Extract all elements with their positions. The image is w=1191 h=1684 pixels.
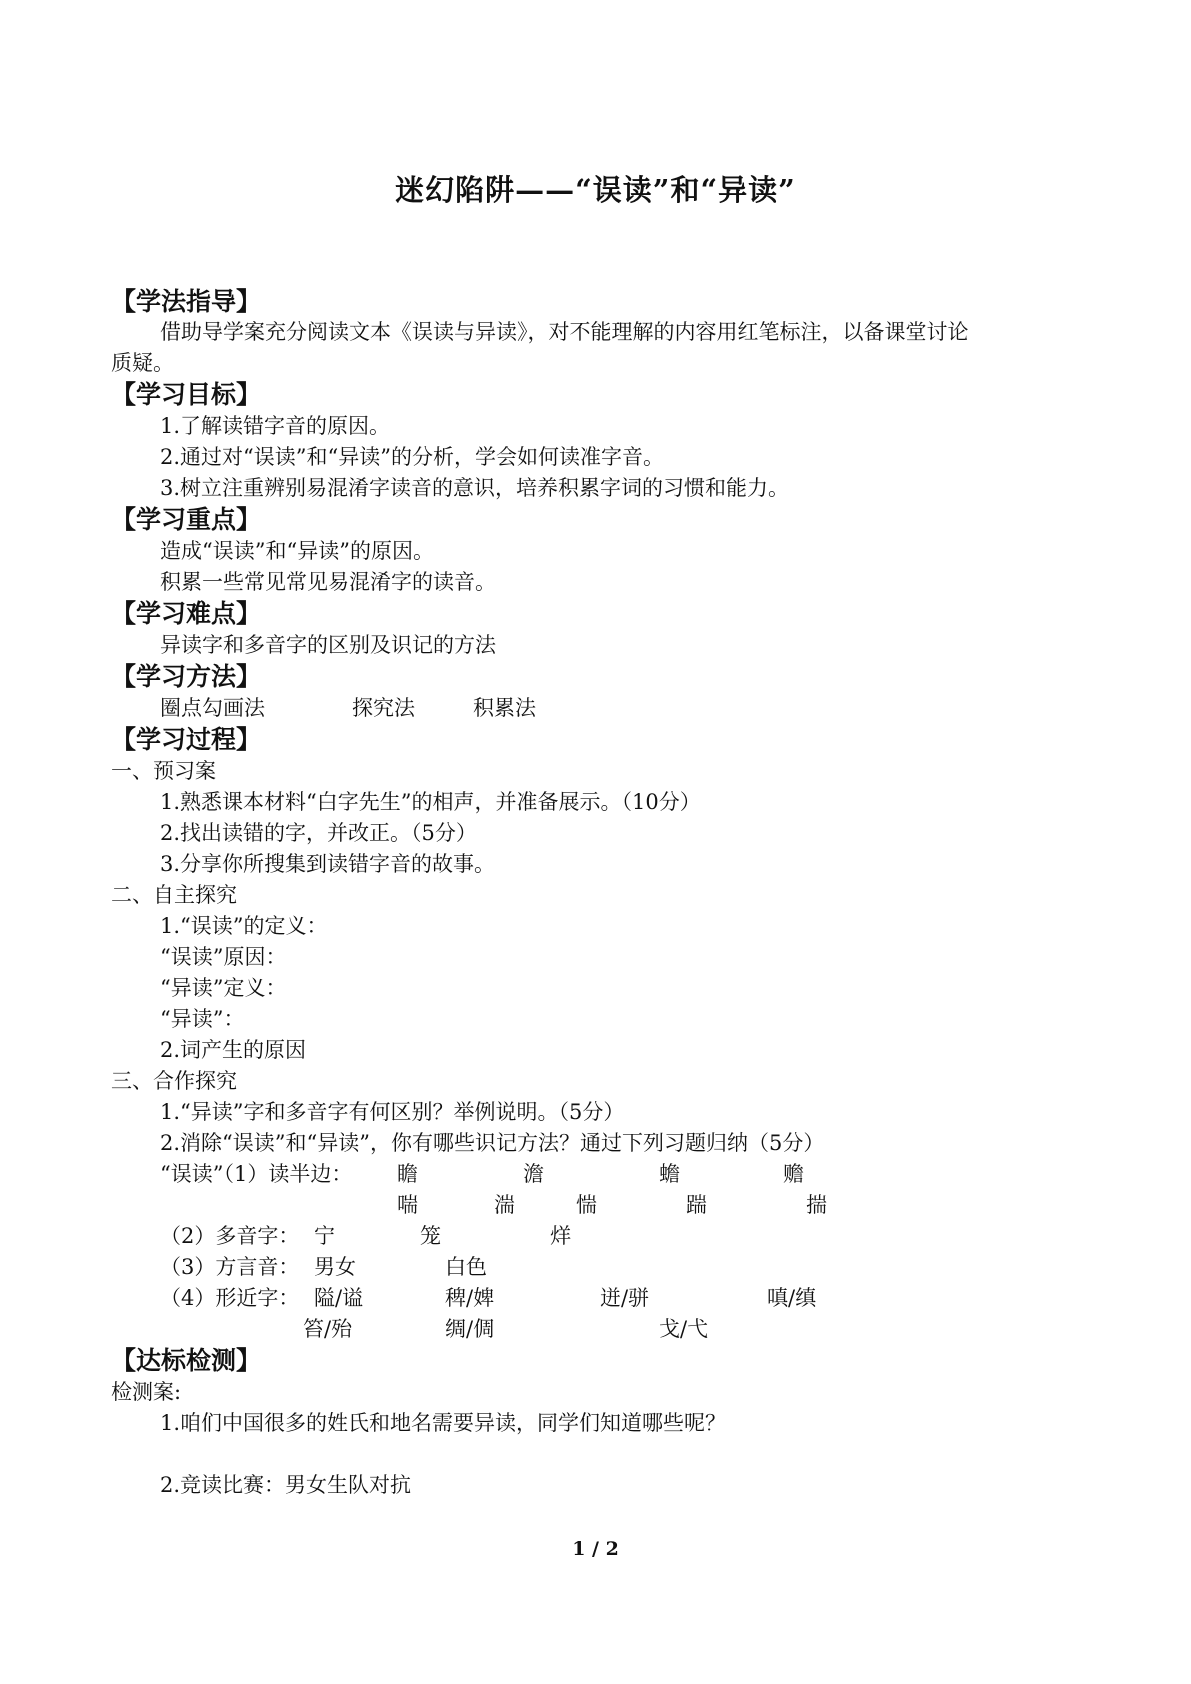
key-point-item: 积累一些常见常见易混淆字的读音。: [160, 570, 496, 594]
goal-item: 2.通过对“误读”和“异读”的分析，学会如何读准字音。: [160, 445, 664, 469]
page-title: 迷幻陷阱——“误读”和“异读”: [395, 173, 796, 207]
polyphone-label: （2）多音字：: [160, 1224, 300, 1248]
self-study-title: 二、自主探究: [111, 883, 237, 907]
heading-key-points: 【学习重点】: [111, 505, 262, 534]
exercise-char: 稗/婢: [445, 1286, 495, 1310]
exercise-char: 瞻: [397, 1162, 418, 1186]
method-item: 积累法: [473, 696, 536, 720]
exercise-char: 男女: [314, 1255, 356, 1279]
self-study-item: 1.“误读”的定义：: [160, 914, 328, 938]
method-item: 探究法: [352, 696, 415, 720]
dialect-label: （3）方言音：: [160, 1255, 300, 1279]
exercise-char: 蟾: [659, 1162, 680, 1186]
exercise-char: 隘/谥: [314, 1286, 364, 1310]
exercise-char: 踹: [686, 1193, 707, 1217]
difficulty-item: 异读字和多音字的区别及识记的方法: [160, 633, 496, 657]
heading-methods: 【学习方法】: [111, 662, 262, 691]
method-guide-text-cont: 质疑。: [111, 351, 174, 375]
method-guide-text: 借助导学案充分阅读文本《误读与异读》，对不能理解的内容用红笔标注，以备课堂讨论: [160, 320, 969, 344]
goal-item: 1.了解读错字音的原因。: [160, 414, 391, 438]
exercise-char: 白色: [445, 1255, 487, 1279]
exercise-char: 烊: [550, 1224, 571, 1248]
page-number: 1 / 2: [572, 1538, 619, 1560]
goal-item: 3.树立注重辨别易混淆字读音的意识，培养积累字词的习惯和能力。: [160, 476, 790, 500]
exercise-char: 揣: [806, 1193, 827, 1217]
cooperate-item: 1.“异读”字和多音字有何区别？举例说明。（5分）: [160, 1100, 625, 1124]
exercise-char: 嗔/缜: [767, 1286, 817, 1310]
self-study-item: 2.词产生的原因: [160, 1038, 307, 1062]
self-study-item: “异读”：: [160, 1007, 245, 1031]
exercise-char: 喘: [397, 1193, 418, 1217]
preview-item: 3.分享你所搜集到读错字音的故事。: [160, 852, 496, 876]
heading-method-guide: 【学法指导】: [111, 287, 262, 316]
exercise-char: 湍: [494, 1193, 515, 1217]
heading-difficulties: 【学习难点】: [111, 599, 262, 628]
heading-process: 【学习过程】: [111, 725, 262, 754]
cooperate-title: 三、合作探究: [111, 1069, 237, 1093]
preview-item: 2.找出读错的字，并改正。（5分）: [160, 821, 477, 845]
similar-label: （4）形近字：: [160, 1286, 300, 1310]
exercise-char: 戈/弋: [659, 1317, 709, 1341]
exercise-char: 澹: [523, 1162, 544, 1186]
check-item: 2.竞读比赛：男女生队对抗: [160, 1473, 412, 1497]
key-point-item: 造成“误读”和“异读”的原因。: [160, 539, 434, 563]
cooperate-item: 2.消除“误读”和“异读”，你有哪些识记方法？通过下列习题归纳（5分）: [160, 1131, 825, 1155]
exercise-char: 赡: [783, 1162, 804, 1186]
exercise-char: 宁: [314, 1224, 335, 1248]
check-item: 1.咱们中国很多的姓氏和地名需要异读，同学们知道哪些呢？: [160, 1411, 727, 1435]
exercise-char: 绸/倜: [445, 1317, 495, 1341]
method-item: 圈点勾画法: [160, 696, 265, 720]
preview-item: 1.熟悉课本材料“白字先生”的相声，并准备展示。（10分）: [160, 790, 701, 814]
exercise-char: 迸/骈: [600, 1286, 650, 1310]
self-study-item: “异读”定义：: [160, 976, 287, 1000]
half-reading-label: “误读”（1）读半边：: [160, 1162, 353, 1186]
exercise-char: 笞/殆: [303, 1317, 353, 1341]
check-label: 检测案:: [111, 1380, 182, 1404]
exercise-char: 惴: [576, 1193, 597, 1217]
heading-check: 【达标检测】: [111, 1346, 262, 1375]
exercise-char: 笼: [420, 1224, 441, 1248]
preview-title: 一、预习案: [111, 759, 216, 783]
heading-goals: 【学习目标】: [111, 380, 262, 409]
self-study-item: “误读”原因：: [160, 945, 287, 969]
